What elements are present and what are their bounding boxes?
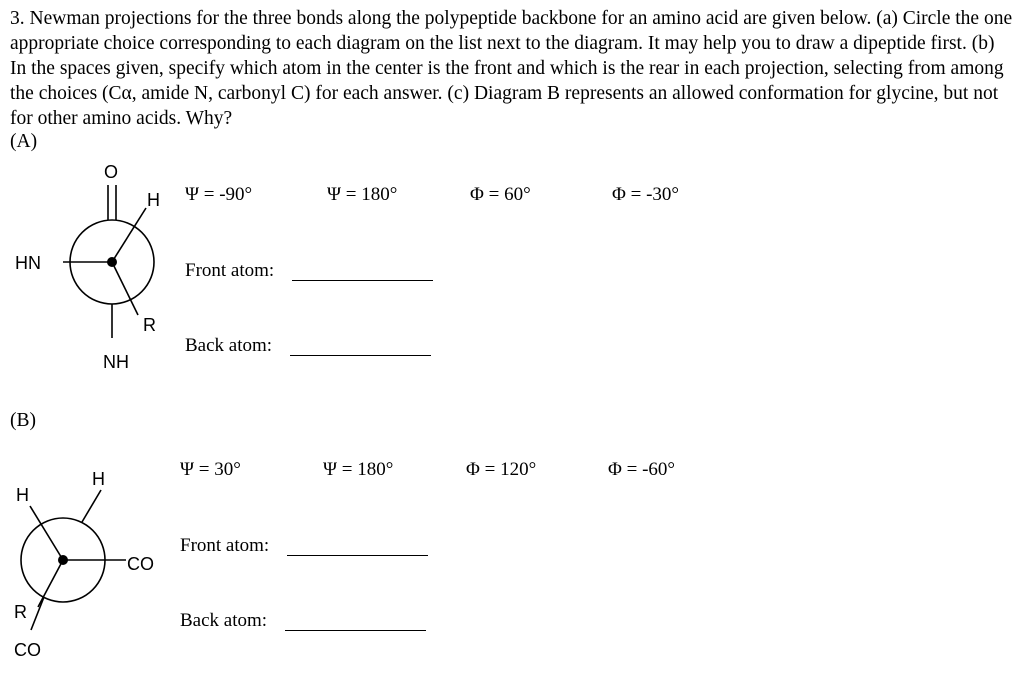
newman-projection-b	[14, 469, 154, 660]
diagram-b-label: (B)	[10, 410, 36, 431]
choice-a-4[interactable]: Φ = -30°	[612, 184, 680, 205]
atom-label-co-bottom: CO	[14, 640, 41, 660]
atom-label-r-b: R	[14, 602, 27, 622]
atom-label-hn: HN	[15, 253, 41, 273]
center-atom-dot-b	[58, 555, 68, 565]
atom-label-h: H	[147, 190, 160, 210]
choice-b-1[interactable]: Ψ = 30°	[180, 459, 241, 480]
choice-b-4[interactable]: Φ = -60°	[608, 459, 676, 480]
choice-b-2[interactable]: Ψ = 180°	[323, 459, 394, 480]
back-atom-label-a: Back atom:	[185, 335, 273, 356]
front-atom-label-a: Front atom:	[185, 260, 275, 281]
newman-projection-a	[15, 162, 160, 372]
choice-a-2[interactable]: Ψ = 180°	[327, 184, 398, 205]
atom-label-nh: NH	[103, 352, 129, 372]
back-atom-blank-b[interactable]	[285, 630, 426, 631]
atom-label-r: R	[143, 315, 156, 335]
choice-a-1[interactable]: Ψ = -90°	[185, 184, 253, 205]
back-atom-blank-a[interactable]	[290, 355, 431, 356]
atom-label-h-right: H	[92, 469, 105, 489]
atom-label-o: O	[104, 162, 119, 182]
diagram-a-label: (A)	[10, 131, 38, 152]
front-atom-blank-a[interactable]	[292, 280, 433, 281]
front-atom-blank-b[interactable]	[287, 555, 428, 556]
front-atom-label-b: Front atom:	[180, 535, 270, 556]
back-atom-label-b: Back atom:	[180, 610, 268, 631]
center-atom-dot-a	[107, 257, 117, 267]
atom-label-h-left: H	[16, 485, 29, 505]
choice-a-3[interactable]: Φ = 60°	[470, 184, 531, 205]
atom-label-co-right: CO	[127, 554, 154, 574]
choice-b-3[interactable]: Φ = 120°	[466, 459, 537, 480]
question-text: 3. Newman projections for the three bonds along the polypeptide backbone for an amino acid are given below. (a) Circle the one appropriate choice corresponding to each diagram on the list next to the diagram. It may help you to draw a dipeptide first. (b) In the spaces given, specify which atom in the center is the front and which is the rear in each projection, selecting from among the choices (Cα, amide N, carbonyl C) for each answer. (c) Diagram B represents an allowed conformation for glycine, but not for other amino acids. Why?	[10, 8, 1013, 129]
